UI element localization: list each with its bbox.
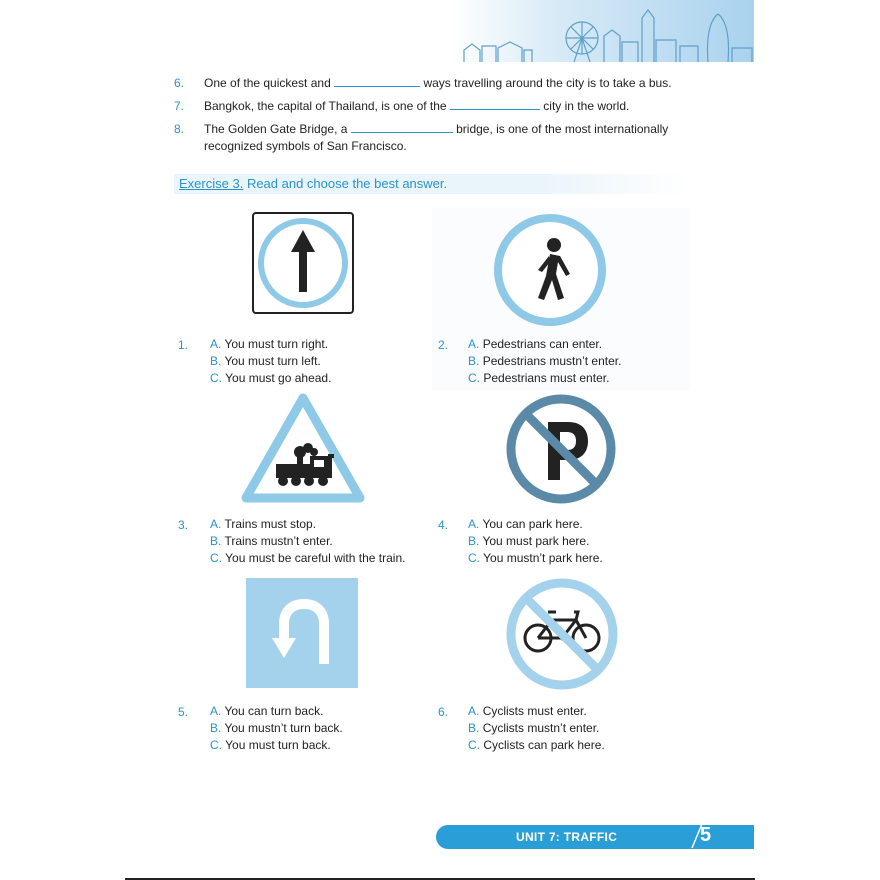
fill-item-6 xyxy=(204,76,672,90)
ahead-only-icon xyxy=(252,212,354,314)
option-a[interactable]: A. You can turn back. xyxy=(210,704,324,718)
fill-text-before: The Golden Gate Bridge, a xyxy=(204,122,348,136)
question-number: 3. xyxy=(178,518,189,532)
fill-text-after: city in the world. xyxy=(543,99,630,113)
option-b[interactable]: B. Trains mustn’t enter. xyxy=(210,534,333,548)
question-number: 2. xyxy=(438,338,449,352)
option-c[interactable]: C. Cyclists can park here. xyxy=(468,738,605,752)
option-a[interactable]: A. Trains must stop. xyxy=(210,517,317,531)
item-number: 7. xyxy=(174,99,185,113)
unit-title: UNIT 7: TRAFFIC xyxy=(516,830,618,844)
answer-blank[interactable] xyxy=(351,122,453,133)
option-c[interactable]: C. You must be careful with the train. xyxy=(210,551,406,565)
option-a[interactable]: A. Pedestrians can enter. xyxy=(468,337,603,351)
fill-item-7 xyxy=(204,99,629,113)
option-a[interactable]: A. Cyclists must enter. xyxy=(468,704,587,718)
fill-text-after: ways travelling around the city is to take a bus. xyxy=(423,76,672,90)
options-q4 xyxy=(468,516,603,567)
option-b[interactable]: B. You must turn left. xyxy=(210,354,321,368)
no-parking-icon xyxy=(506,394,616,504)
option-a[interactable]: A. You can park here. xyxy=(468,517,583,531)
item-number: 6. xyxy=(174,76,185,90)
options-q3 xyxy=(210,516,405,567)
option-c[interactable]: C. You must turn back. xyxy=(210,738,331,752)
item-number: 8. xyxy=(174,122,185,136)
question-number: 6. xyxy=(438,705,449,719)
exercise-label: Exercise 3. xyxy=(179,176,244,191)
question-number: 5. xyxy=(178,705,189,719)
fill-text-before: One of the quickest and xyxy=(204,76,331,90)
exercise-title xyxy=(179,176,447,191)
pedestrian-icon xyxy=(494,214,606,326)
option-c[interactable]: C. You must go ahead. xyxy=(210,371,332,385)
fill-text-after: bridge, is one of the most internationally xyxy=(456,122,669,136)
fill-item-8 xyxy=(204,122,668,136)
option-b[interactable]: B. Cyclists mustn’t enter. xyxy=(468,721,600,735)
no-cycling-icon xyxy=(506,578,618,690)
answer-blank[interactable] xyxy=(450,99,540,110)
option-b[interactable]: B. You mustn’t turn back. xyxy=(210,721,343,735)
city-skyline-icon xyxy=(462,6,754,62)
u-turn-icon xyxy=(246,578,358,688)
option-b[interactable]: B. Pedestrians mustn’t enter. xyxy=(468,354,622,368)
option-c[interactable]: C. You mustn’t park here. xyxy=(468,551,603,565)
options-q1 xyxy=(210,336,331,387)
train-warning-icon xyxy=(240,392,366,504)
options-q5 xyxy=(210,703,343,754)
page-number: 5 xyxy=(700,824,712,846)
fill-text-line2: recognized symbols of San Francisco. xyxy=(204,139,407,153)
fill-text-before: Bangkok, the capital of Thailand, is one of the xyxy=(204,99,447,113)
exercise-instruction: Read and choose the best answer. xyxy=(246,176,448,191)
question-number: 1. xyxy=(178,338,189,352)
options-q6 xyxy=(468,703,605,754)
option-b[interactable]: B. You must park here. xyxy=(468,534,590,548)
question-number: 4. xyxy=(438,518,449,532)
option-c[interactable]: C. Pedestrians must enter. xyxy=(468,371,610,385)
option-a[interactable]: A. You must turn right. xyxy=(210,337,329,351)
answer-blank[interactable] xyxy=(334,76,420,87)
options-q2 xyxy=(468,336,621,387)
